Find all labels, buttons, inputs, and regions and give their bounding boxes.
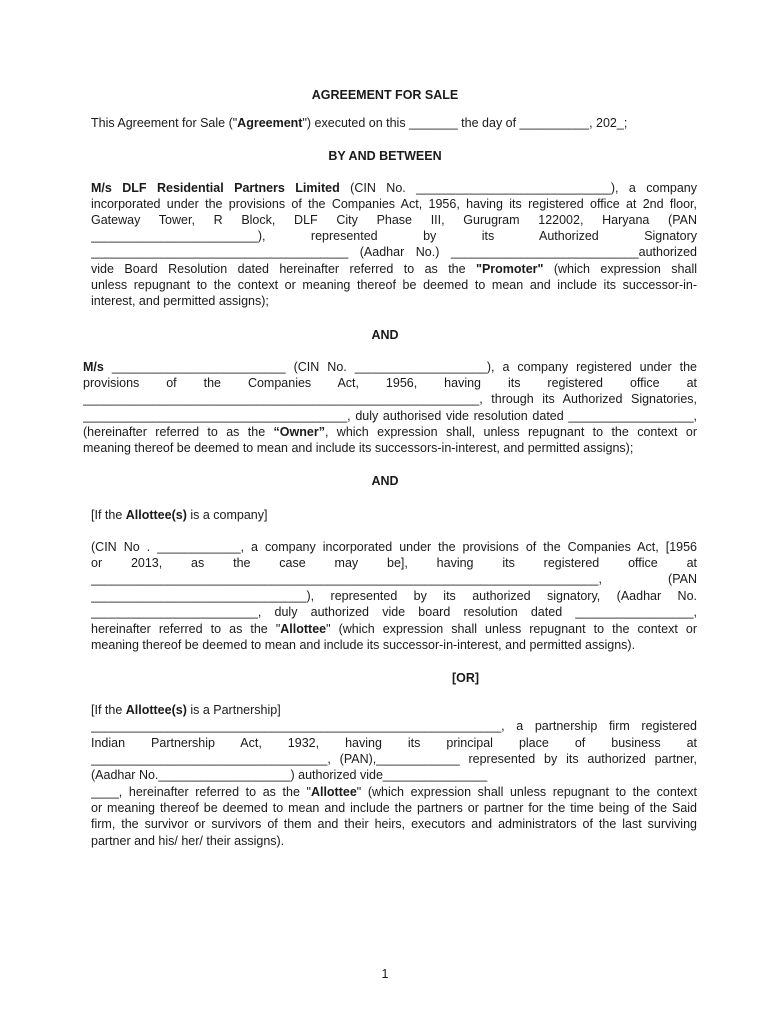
allottee-partnership-line-2: Indian Partnership Act, 1932, having its principal place of business at <box>91 736 697 750</box>
allottee-partnership-heading-text: [If the <box>91 703 126 717</box>
allottee-term: Allottee(s) <box>125 508 187 522</box>
allottee-partnership-line-5 <box>91 785 697 800</box>
allottee-partnership-heading-end: is a Partnership] <box>186 703 281 717</box>
owner-line-4: ______________________________________, duly authorised vide resolution dated __________________, <box>83 409 697 423</box>
allottee-partnership-line-3: __________________________________, (PAN),____________ represented by its authorized partner, <box>91 752 697 766</box>
allottee-partnership-line-5-end: " (which expression shall unless repugnant to the context <box>356 785 697 799</box>
intro-text: This Agreement for Sale (" <box>91 116 238 130</box>
promoter-line-1 <box>91 181 697 196</box>
allottee-company-line-7: meaning thereof be deemed to mean and include its successor-in-interest, and permitted assigns). <box>91 638 636 652</box>
allottee-partnership-term: Allottee(s) <box>125 703 187 717</box>
owner-term: “Owner” <box>273 425 325 439</box>
allottee-partnership-allottee: Allottee <box>310 785 357 799</box>
owner-line-5-text: (hereinafter referred to as the <box>83 425 274 439</box>
and-heading-1: AND <box>371 328 399 342</box>
or-heading: [OR] <box>452 671 480 685</box>
owner-line-1-text: _________________________ (CIN No. ___________________), a company registered under the <box>103 360 697 374</box>
allottee-partnership-line-5-text: ____, hereinafter referred to as the " <box>91 785 311 799</box>
promoter-line-4: ________________________), represented by its Authorized Signatory <box>91 229 697 243</box>
allottee-company-heading <box>91 508 267 523</box>
allottee-company-heading-text: [If the <box>91 508 126 522</box>
by-and-between-heading: BY AND BETWEEN <box>328 149 442 163</box>
agreement-term: Agreement <box>237 116 303 130</box>
allottee-company-line-6-end: " (which expression shall unless repugnant to the context or <box>326 622 697 636</box>
allottee-partnership-line-8: partner and his/ her/ their assigns). <box>91 834 285 848</box>
allottee-company-line-5: ________________________, duly authorized vide board resolution dated _________________, <box>91 605 697 619</box>
promoter-line-6-text: vide Board Resolution dated hereinafter referred to as the <box>91 262 477 276</box>
document-title: AGREEMENT FOR SALE <box>311 88 459 102</box>
owner-ms: M/s <box>83 360 104 374</box>
allottee-company-line-4: _______________________________), represented by its authorized signatory, (Aadhar No. <box>91 589 697 603</box>
owner-line-5 <box>83 425 697 440</box>
allottee-partnership-line-1: ___________________________________________________________, a partnership firm registered <box>91 719 697 733</box>
promoter-line-7: unless repugnant to the context or meaning thereof be deemed to mean and include its successor-in- <box>91 278 697 292</box>
allottee-partnership-heading <box>91 703 281 718</box>
allottee-company-line-6-text: hereinafter referred to as the " <box>91 622 281 636</box>
owner-line-5-end: , which expression shall, unless repugnant to the context or <box>324 425 697 439</box>
promoter-name: M/s DLF Residential Partners Limited <box>91 181 340 195</box>
promoter-line-8: interest, and permitted assigns); <box>91 294 269 308</box>
owner-line-2: provisions of the Companies Act, 1956, having its registered office at <box>83 376 697 390</box>
promoter-term: "Promoter" <box>476 262 544 276</box>
allottee-partnership-line-4: (Aadhar No.___________________) authorized vide_______________ <box>91 768 488 782</box>
allottee-company-line-2: or 2013, as the case may be], having its registered office at <box>91 556 697 570</box>
allottee-company-line-3: _________________________________________________________________________, (PAN <box>91 572 697 586</box>
promoter-line-1-text: (CIN No. ____________________________), a company <box>339 181 697 195</box>
allottee-company-heading-end: is a company] <box>186 508 268 522</box>
owner-line-1 <box>83 360 697 375</box>
promoter-line-6 <box>91 262 697 277</box>
owner-line-6: meaning thereof be deemed to mean and include its successors-in-interest, and permitted assigns); <box>83 441 634 455</box>
allottee-company-term: Allottee <box>280 622 327 636</box>
intro-paragraph <box>91 116 627 131</box>
allottee-partnership-line-6: or meaning thereof be deemed to mean and include the partners or partner for the time being of the Said <box>91 801 697 815</box>
allottee-company-line-6 <box>91 622 697 637</box>
allottee-partnership-line-7: firm, the survivor or survivors of them and their heirs, executors and administrators of the last surviving <box>91 817 697 831</box>
page-number: 1 <box>381 967 389 981</box>
promoter-line-2: incorporated under the provisions of the Companies Act, 1956, having its registered office at 2nd floor, <box>91 197 697 211</box>
and-heading-2: AND <box>371 474 399 488</box>
promoter-line-6-end: (which expression shall <box>543 262 697 276</box>
allottee-company-line-1: (CIN No . ____________, a company incorporated under the provisions of the Companies Act, [1956 <box>91 540 697 554</box>
owner-line-3: _________________________________________________________, through its Authorized Signatories, <box>83 392 697 406</box>
promoter-line-5: _____________________________________ (Aadhar No.) ___________________________authorized <box>91 245 697 259</box>
promoter-line-3: Gateway Tower, R Block, DLF City Phase III, Gurugram 122002, Haryana (PAN <box>91 213 697 227</box>
intro-text-end: ") executed on this _______ the day of __________, 202_; <box>302 116 628 130</box>
